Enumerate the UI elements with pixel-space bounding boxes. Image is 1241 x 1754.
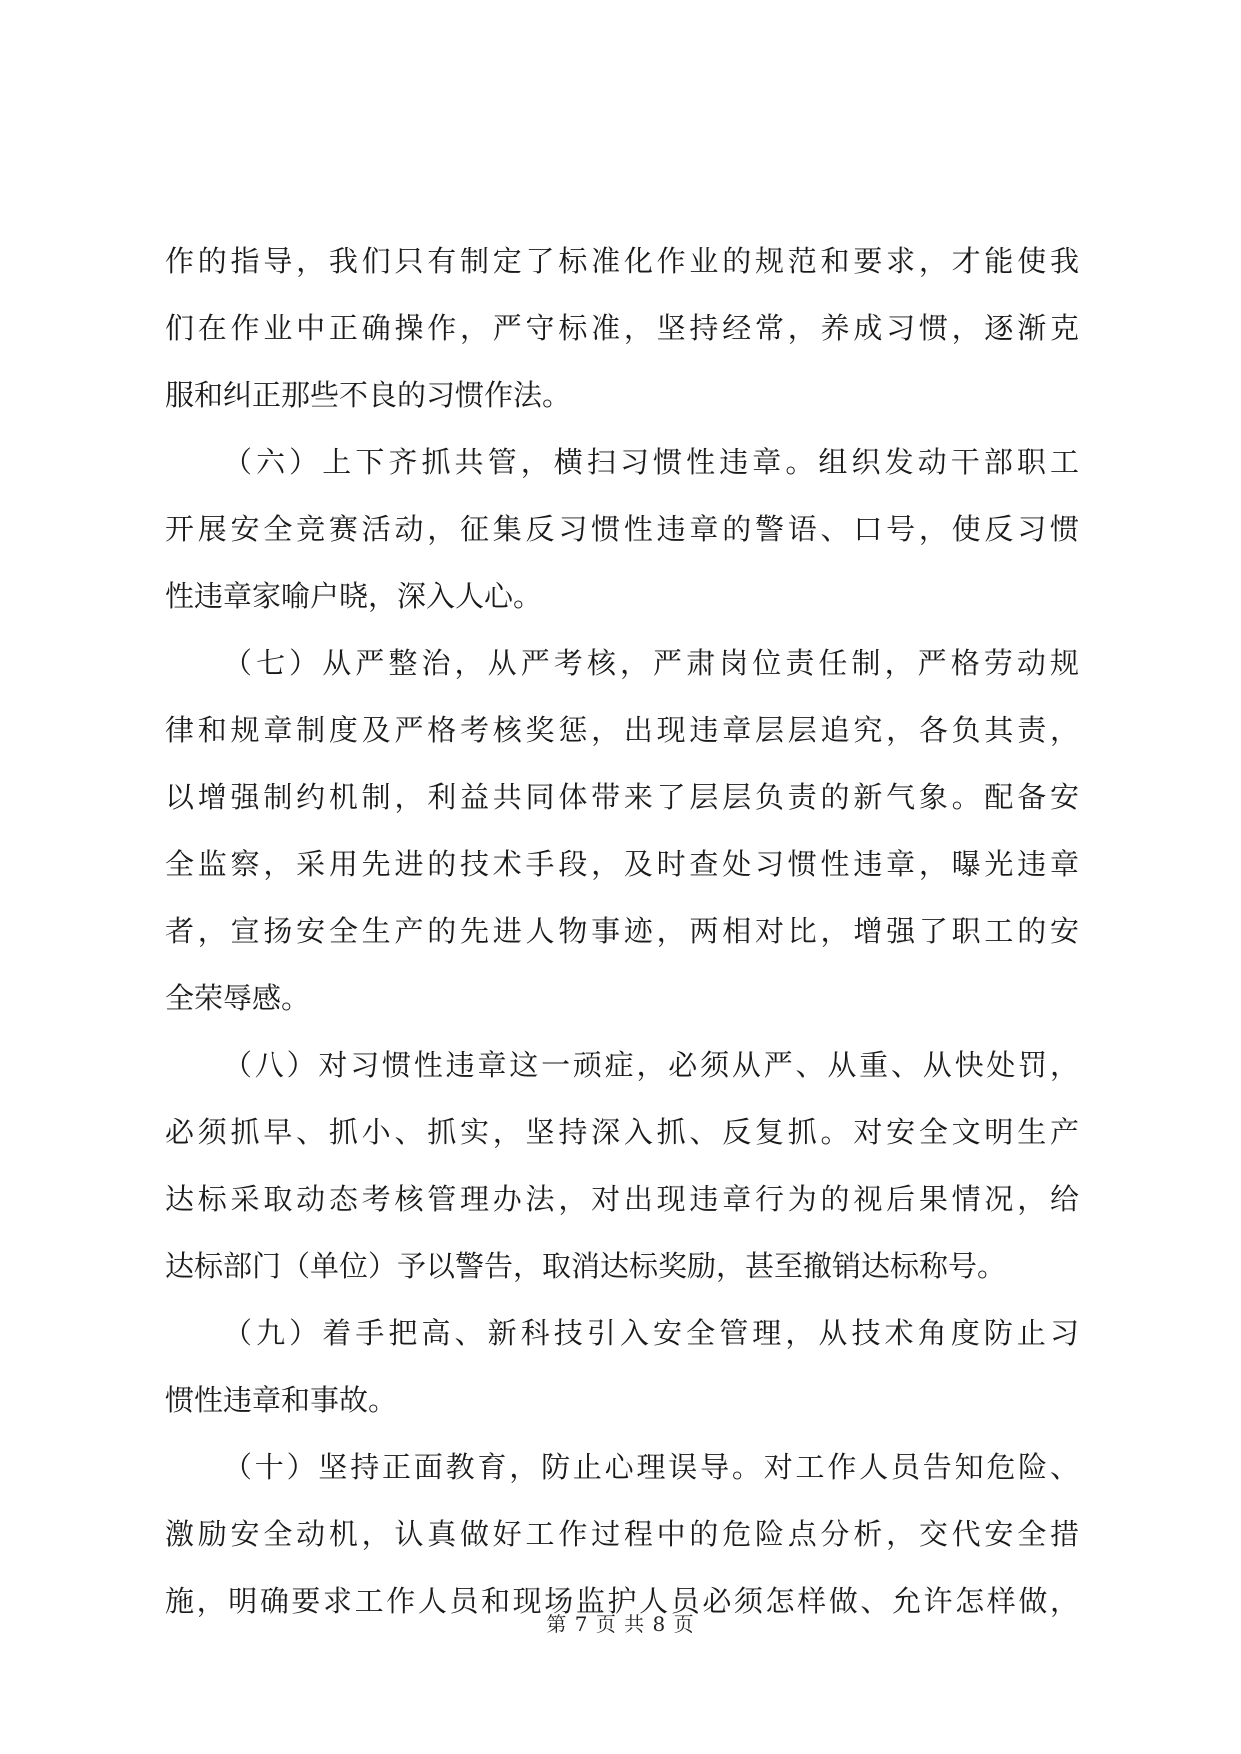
page-number-footer: 第 7 页 共 8 页 bbox=[546, 1612, 695, 1636]
text-line: 全荣辱感。 bbox=[165, 981, 311, 1015]
text-line: （七）从严整治，从严考核，严肃岗位责任制，严格劳动规 bbox=[223, 646, 1079, 680]
text-line: 施，明确要求工作人员和现场监护人员必须怎样做、允许怎样做， bbox=[165, 1584, 1079, 1618]
text-line: （十）坚持正面教育，防止心理误导。对工作人员告知危险、 bbox=[223, 1450, 1079, 1484]
text-line: （六）上下齐抓共管，横扫习惯性违章。组织发动干部职工 bbox=[223, 445, 1079, 479]
text-line: 惯性违章和事故。 bbox=[165, 1383, 398, 1417]
text-line: 全监察，采用先进的技术手段，及时查处习惯性违章，曝光违章 bbox=[165, 847, 1079, 881]
text-line: 们在作业中正确操作，严守标准，坚持经常，养成习惯，逐渐克 bbox=[165, 311, 1079, 345]
text-line: 激励安全动机，认真做好工作过程中的危险点分析，交代安全措 bbox=[165, 1517, 1079, 1551]
text-line: 达标部门（单位）予以警告，取消达标奖励，甚至撤销达标称号。 bbox=[165, 1249, 1007, 1283]
text-line: 服和纠正那些不良的习惯作法。 bbox=[165, 378, 572, 412]
text-line: 性违章家喻户晓，深入人心。 bbox=[165, 579, 543, 613]
text-line: 者，宣扬安全生产的先进人物事迹，两相对比，增强了职工的安 bbox=[165, 914, 1079, 948]
text-line: 律和规章制度及严格考核奖惩，出现违章层层追究，各负其责， bbox=[165, 713, 1079, 747]
text-line: 以增强制约机制，利益共同体带来了层层负责的新气象。配备安 bbox=[165, 780, 1079, 814]
text-line: 作的指导，我们只有制定了标准化作业的规范和要求，才能使我 bbox=[165, 244, 1079, 278]
text-line: 达标采取动态考核管理办法，对出现违章行为的视后果情况，给 bbox=[165, 1182, 1079, 1216]
text-line: （八）对习惯性违章这一顽症，必须从严、从重、从快处罚， bbox=[223, 1048, 1079, 1082]
text-line: 必须抓早、抓小、抓实，坚持深入抓、反复抓。对安全文明生产 bbox=[165, 1115, 1079, 1149]
document-body bbox=[165, 228, 1079, 1635]
text-line: 开展安全竞赛活动，征集反习惯性违章的警语、口号，使反习惯 bbox=[165, 512, 1079, 546]
text-line: （九）着手把高、新科技引入安全管理，从技术角度防止习 bbox=[223, 1316, 1079, 1350]
